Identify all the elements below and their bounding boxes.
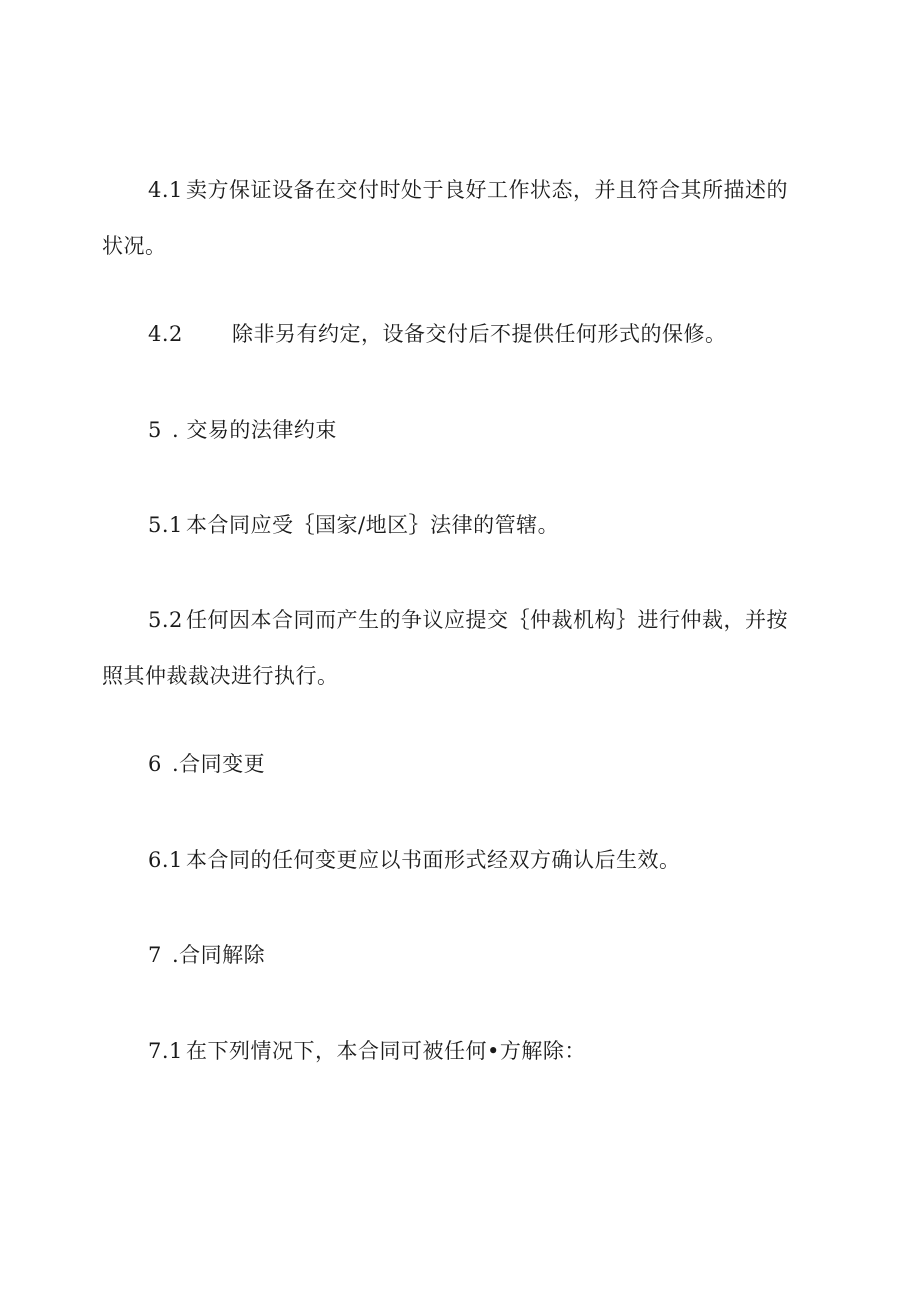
section-title: . 交易的法律约束 (172, 418, 337, 442)
paragraph-4-2 (102, 306, 802, 362)
paragraph-number: 5.1 (148, 513, 183, 537)
section-number: 6 (148, 752, 162, 776)
paragraph-number: 7.1 (148, 1039, 183, 1063)
paragraph-number: 4.1 (148, 178, 183, 202)
paragraph-number: 4.2 (148, 322, 183, 346)
paragraph-text: 卖方保证设备在交付时处于良好工作状态，并且符合其所描述的状况。 (102, 178, 788, 258)
paragraph-text: 任何因本合同而产生的争议应提交｛仲裁机构｝进行仲裁，并按照其仲裁裁决进行执行。 (102, 608, 788, 688)
paragraph-text: 本合同应受｛国家/地区｝法律的管辖。 (186, 513, 560, 537)
paragraph-text: 除非另有约定，设备交付后不提供任何形式的保修。 (232, 322, 727, 346)
section-number: 5 (148, 418, 162, 442)
paragraph-number: 5.2 (148, 608, 183, 632)
section-number: 7 (148, 943, 162, 967)
paragraph-6-1 (102, 832, 802, 888)
section-heading-7 (102, 927, 802, 983)
section-heading-5 (102, 402, 802, 458)
paragraph-7-1 (102, 1023, 802, 1079)
paragraph-5-1 (102, 497, 802, 553)
paragraph-4-1 (102, 162, 802, 274)
paragraph-5-2 (102, 592, 802, 704)
section-title: .合同变更 (172, 752, 266, 776)
paragraph-number: 6.1 (148, 848, 183, 872)
paragraph-text: 本合同的任何变更应以书面形式经双方确认后生效。 (186, 848, 681, 872)
paragraph-text: 在下列情况下，本合同可被任何•方解除： (186, 1039, 586, 1063)
section-title: .合同解除 (172, 943, 266, 967)
section-heading-6 (102, 736, 802, 792)
